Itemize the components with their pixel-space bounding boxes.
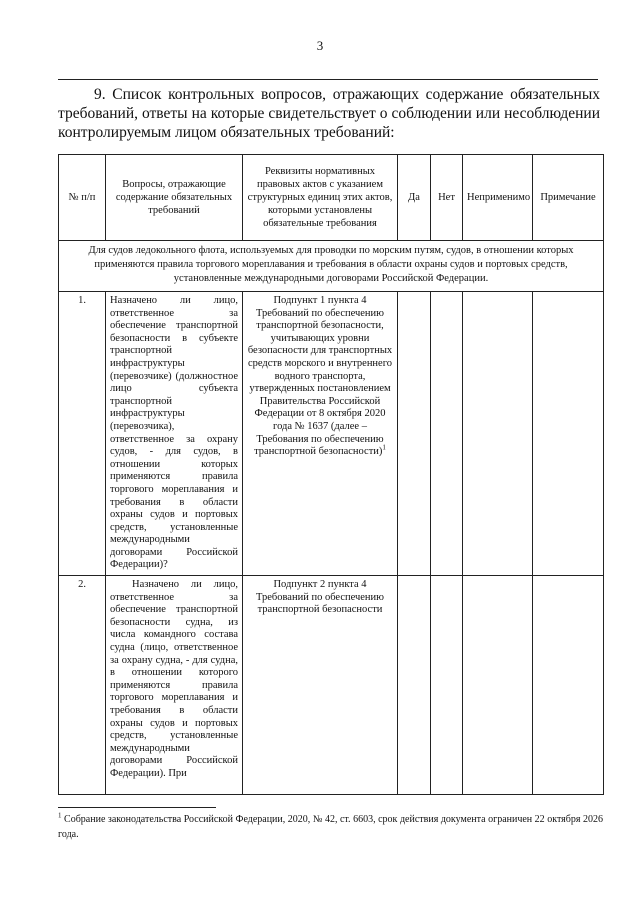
row-requisites-text: Подпункт 1 пункта 4 Требований по обеспечению транспортной безопасности, учитывающих уровни безопасности для транспортных средств морского и внутреннего водного транспорта, утвержденных постановлением Правительства Российской Федерации от 8 октября 2020 года № 1637 (далее – Требования по обеспечению транспортной безопасности) xyxy=(247,295,393,458)
footnote-reference: 1 xyxy=(382,443,386,452)
header-yes: Да xyxy=(398,155,431,241)
note-cell[interactable] xyxy=(533,576,604,795)
footnote-mark: 1 xyxy=(58,811,62,820)
header-note: Примечание xyxy=(533,155,604,241)
section-heading: 9. Список контрольных вопросов, отражающих содержание обязательных требований, ответы на которые свидетельствует о соблюдении или несоблюдении контролируемым лицом обязательных требований: xyxy=(58,86,600,141)
row-question: Назначено ли лицо, ответственное за обеспечение транспортной безопасности в субъекте транспортной инфраструктуры (перевозчике) (должностное лицо субъекта транспортной инфраструктуры (перевозчика), ответственное за охрану судов, - для судов, в отношении которых применяются правила торгового мореплавания и требования в области охраны судов и портовых средств, установленные международными договорами Российской Федерации)? xyxy=(106,292,243,576)
answer-not-applicable-cell[interactable] xyxy=(463,576,533,795)
footnote xyxy=(58,812,603,842)
section-title: Для судов ледокольного флота, используемых для проводки по морским путям, судов, в отношении которых применяются правила торгового мореплавания и требования в области охраны судов и портовых средств, установленные международными договорами Российской Федерации. xyxy=(59,241,604,292)
row-number: 2. xyxy=(59,576,106,795)
answer-yes-cell[interactable] xyxy=(398,576,431,795)
table-row xyxy=(59,292,604,576)
header-questions: Вопросы, отражающие содержание обязательных требований xyxy=(106,155,243,241)
row-requisites xyxy=(243,292,398,576)
answer-yes-cell[interactable] xyxy=(398,292,431,576)
row-question: Назначено ли лицо, ответственное за обеспечение транспортной безопасности судна, из числа командного состава судна (лицо, ответственное за охрану судна, - для судна, в отношении которого применяются правила торгового мореплавания и требования в области охраны судов и портовых средств, установленные международными договорами Российской Федерации). При xyxy=(106,576,243,795)
header-not-applicable: Неприменимо xyxy=(463,155,533,241)
header-no: Нет xyxy=(431,155,463,241)
table-row xyxy=(59,576,604,795)
top-divider xyxy=(58,79,598,80)
answer-not-applicable-cell[interactable] xyxy=(463,292,533,576)
footnote-text: Собрание законодательства Российской Федерации, 2020, № 42, ст. 6603, срок действия документа ограничен 22 октября 2026 года. xyxy=(58,814,604,840)
checklist-table xyxy=(58,154,604,795)
row-requisites: Подпункт 2 пункта 4 Требований по обеспечению транспортной безопасности xyxy=(243,576,398,795)
table-header-row xyxy=(59,155,604,241)
note-cell[interactable] xyxy=(533,292,604,576)
header-number: № п/п xyxy=(59,155,106,241)
page-number: 3 xyxy=(316,38,324,53)
row-number: 1. xyxy=(59,292,106,576)
header-requisites: Реквизиты нормативных правовых актов с указанием структурных единиц этих актов, которыми установлены обязательные требования xyxy=(243,155,398,241)
footnote-divider xyxy=(58,807,216,808)
section-row xyxy=(59,241,604,292)
answer-no-cell[interactable] xyxy=(431,576,463,795)
answer-no-cell[interactable] xyxy=(431,292,463,576)
